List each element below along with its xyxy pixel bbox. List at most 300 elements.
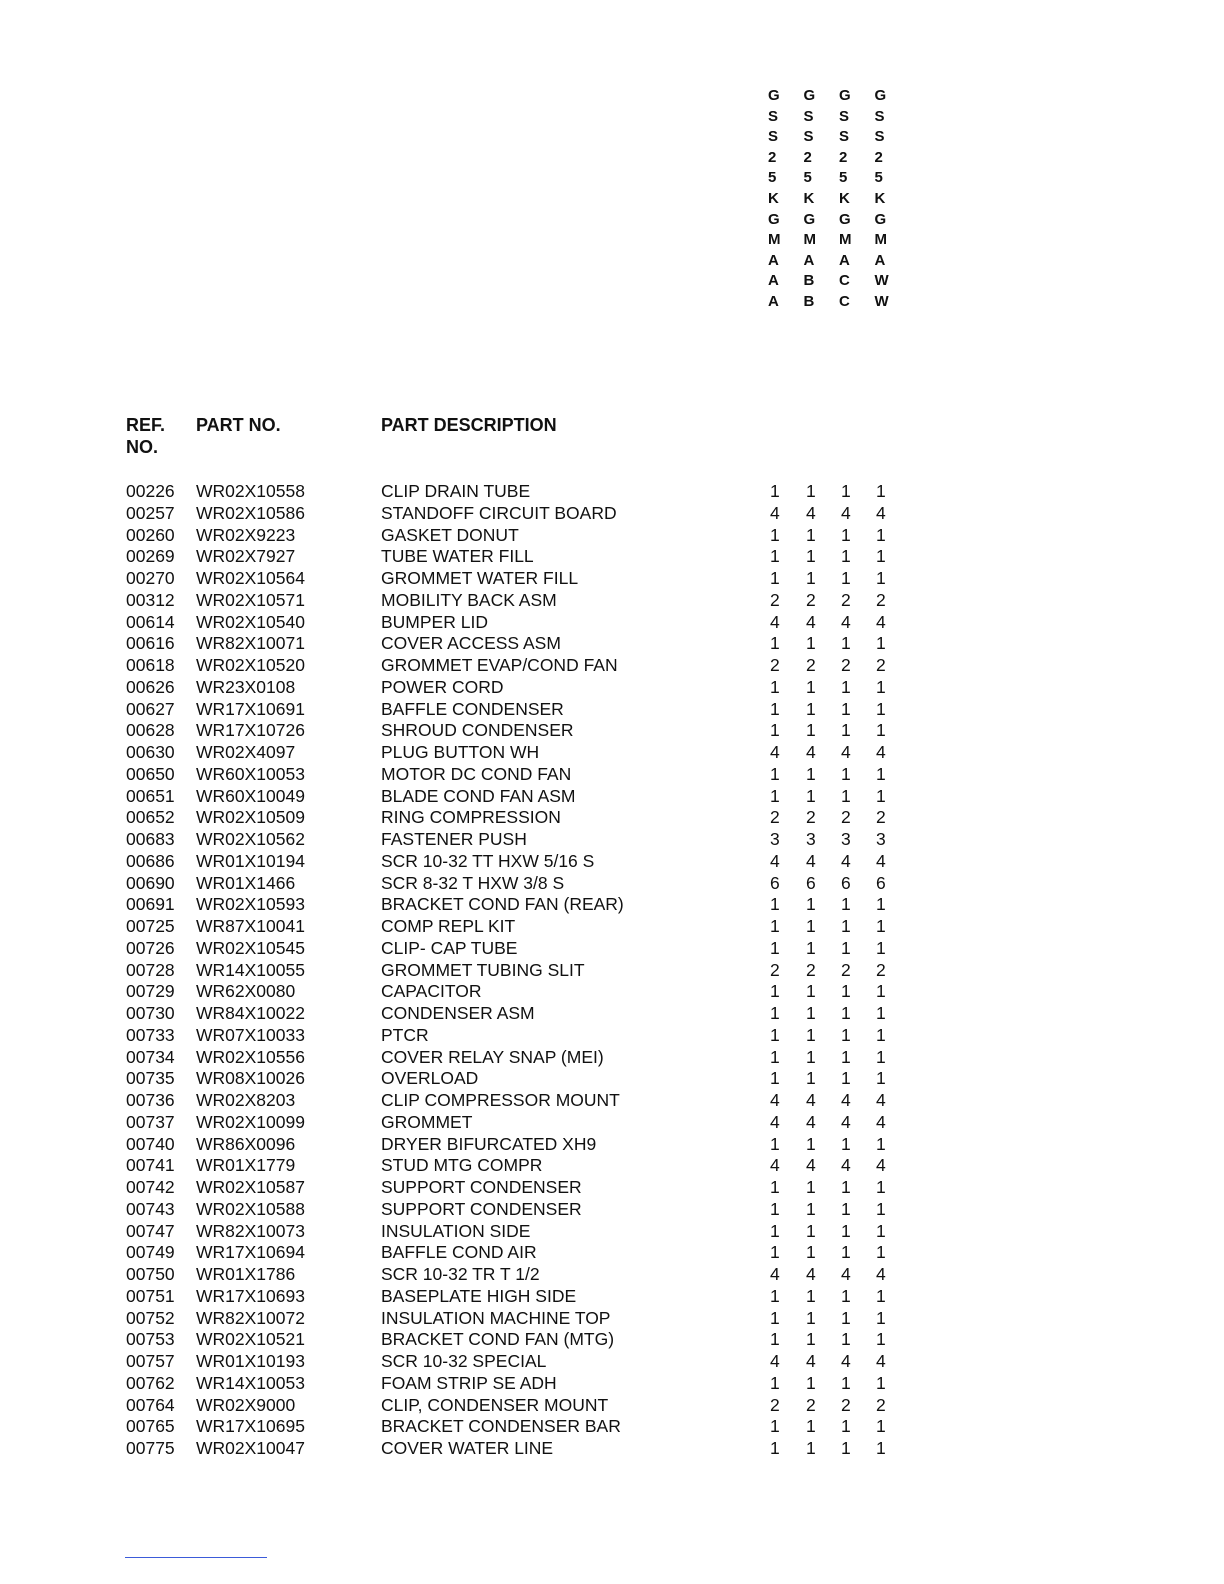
table-row	[0, 1112, 1224, 1134]
model-letter: 5	[874, 169, 883, 187]
quantity: 1	[841, 763, 851, 784]
quantity: 4	[806, 1351, 816, 1371]
part-no: WR02X4097	[196, 742, 296, 762]
quantity: 2	[841, 807, 851, 828]
model-column	[765, 86, 801, 313]
table-row	[0, 1438, 1224, 1460]
table-row	[0, 1025, 1224, 1047]
part-no: WR02X10509	[196, 807, 305, 828]
table-row	[0, 1199, 1224, 1221]
table-row	[0, 1351, 1224, 1373]
part-description: DRYER BIFURCATED XH9	[381, 1133, 597, 1154]
quantity: 1	[841, 568, 851, 588]
quantity: 1	[806, 1046, 816, 1067]
model-letter: 2	[874, 148, 883, 166]
table-row	[0, 1221, 1224, 1243]
part-description: COMP REPL KIT	[381, 916, 516, 936]
model-number-header	[765, 86, 907, 313]
quantity: 3	[770, 829, 780, 849]
model-letter: K	[768, 189, 779, 207]
quantity: 1	[841, 1285, 851, 1306]
quantity: 1	[876, 1220, 886, 1241]
part-description: SCR 10-32 TT HXW 5/16 S	[381, 850, 595, 871]
part-no: WR02X10558	[196, 481, 305, 501]
part-description: PTCR	[381, 1024, 429, 1045]
ref-no: 00269	[126, 546, 175, 567]
part-no: WR02X10545	[196, 937, 305, 958]
quantity: 1	[806, 524, 816, 545]
quantity: 1	[806, 1068, 816, 1089]
ref-no: 00728	[126, 959, 175, 980]
quantity: 1	[876, 1133, 886, 1154]
table-row	[0, 1308, 1224, 1330]
part-no: WR02X10556	[196, 1046, 305, 1067]
quantity: 1	[876, 676, 886, 697]
table-row	[0, 1416, 1224, 1438]
part-no: WR02X10588	[196, 1198, 305, 1219]
part-no: WR02X10520	[196, 655, 305, 675]
part-no: WR02X10587	[196, 1177, 305, 1197]
quantity: 1	[770, 1416, 780, 1437]
quantity: 1	[770, 698, 780, 719]
quantity: 4	[770, 742, 780, 762]
part-description: RING COMPRESSION	[381, 807, 561, 828]
part-description: BUMPER LID	[381, 611, 488, 632]
part-no: WR08X10026	[196, 1068, 305, 1089]
part-no: WR82X10073	[196, 1220, 305, 1241]
part-description: STANDOFF CIRCUIT BOARD	[381, 502, 617, 523]
quantity: 1	[876, 633, 886, 654]
table-row	[0, 568, 1224, 590]
quantity: 4	[876, 611, 886, 632]
quantity: 4	[806, 611, 816, 632]
quantity: 1	[876, 720, 886, 741]
quantity: 1	[770, 981, 780, 1002]
model-letter: K	[839, 189, 850, 207]
table-row	[0, 829, 1224, 851]
quantity: 1	[876, 785, 886, 806]
ref-header-line2: NO.	[126, 437, 159, 457]
part-no: WR84X10022	[196, 1003, 305, 1023]
model-letter: S	[803, 107, 814, 125]
quantity: 1	[770, 1198, 780, 1219]
ref-no: 00630	[126, 742, 175, 762]
part-no: WR01X1466	[196, 872, 296, 893]
model-letter: G	[839, 210, 851, 228]
ref-no: 00686	[126, 850, 175, 871]
part-no: WR02X10586	[196, 502, 305, 523]
quantity: 1	[770, 937, 780, 958]
ref-no: 00618	[126, 655, 175, 675]
model-letter: G	[803, 87, 816, 104]
quantity: 4	[770, 850, 780, 871]
table-row	[0, 720, 1224, 742]
quantity: 1	[876, 1329, 886, 1350]
table-row	[0, 960, 1224, 982]
part-description: GROMMET WATER FILL	[381, 568, 579, 588]
part-description: SUPPORT CONDENSER	[381, 1198, 582, 1219]
quantity: 6	[876, 872, 886, 893]
ref-no: 00735	[126, 1068, 175, 1089]
quantity: 2	[806, 807, 816, 828]
part-description: INSULATION MACHINE TOP	[381, 1307, 611, 1328]
quantity: 1	[876, 981, 886, 1002]
model-letter: K	[803, 189, 815, 207]
quantity: 1	[841, 1416, 851, 1437]
model-letter: A	[768, 272, 779, 290]
ref-no: 00741	[126, 1155, 175, 1176]
quantity: 1	[770, 1177, 780, 1197]
part-no: WR07X10033	[196, 1024, 305, 1045]
quantity: 1	[770, 1285, 780, 1306]
quantity: 1	[841, 1003, 851, 1023]
model-letter: S	[874, 107, 885, 125]
quantity: 4	[841, 502, 851, 523]
quantity: 4	[876, 1264, 886, 1284]
part-description: MOBILITY BACK ASM	[381, 589, 557, 610]
part-description: TUBE WATER FILL	[381, 546, 534, 567]
ref-no: 00626	[126, 676, 175, 697]
quantity: 6	[841, 872, 851, 893]
part-description: POWER CORD	[381, 676, 504, 697]
model-letter: W	[874, 272, 889, 290]
part-no: WR82X10072	[196, 1307, 305, 1328]
quantity: 1	[770, 1024, 780, 1045]
quantity: 1	[806, 1438, 816, 1458]
quantity: 1	[841, 894, 851, 915]
part-description: COVER ACCESS ASM	[381, 633, 561, 654]
quantity: 1	[806, 481, 816, 501]
table-row	[0, 1003, 1224, 1025]
part-description: CLIP, CONDENSER MOUNT	[381, 1394, 609, 1415]
part-no: WR87X10041	[196, 916, 305, 936]
ref-no: 00757	[126, 1351, 175, 1371]
part-no: WR02X10562	[196, 829, 305, 849]
quantity: 4	[806, 1264, 816, 1284]
part-description: BRACKET CONDENSER BAR	[381, 1416, 621, 1437]
ref-no: 00614	[126, 611, 175, 632]
ref-no: 00226	[126, 481, 175, 501]
quantity: 2	[841, 589, 851, 610]
quantity: 4	[806, 1090, 816, 1110]
quantity: 1	[770, 763, 780, 784]
quantity: 1	[841, 785, 851, 806]
model-letter: C	[839, 292, 850, 310]
part-no: WR14X10055	[196, 959, 305, 980]
quantity: 1	[806, 1242, 816, 1263]
quantity: 2	[806, 589, 816, 610]
quantity: 1	[806, 568, 816, 588]
quantity: 1	[841, 1307, 851, 1328]
part-description: BLADE COND FAN ASM	[381, 785, 576, 806]
quantity: 4	[770, 502, 780, 523]
quantity: 1	[806, 633, 816, 654]
quantity: 2	[876, 655, 886, 675]
quantity: 1	[876, 1198, 886, 1219]
table-row	[0, 1155, 1224, 1177]
quantity: 1	[806, 981, 816, 1002]
quantity: 1	[876, 1046, 886, 1067]
model-letter: 5	[768, 169, 777, 187]
quantity: 1	[876, 568, 886, 588]
quantity: 4	[876, 1090, 886, 1110]
part-no: WR02X10571	[196, 589, 305, 610]
quantity: 4	[841, 742, 851, 762]
quantity: 1	[841, 633, 851, 654]
quantity: 1	[806, 1133, 816, 1154]
ref-no: 00729	[126, 981, 175, 1002]
part-no: WR01X10193	[196, 1351, 305, 1371]
quantity: 1	[806, 1220, 816, 1241]
quantity: 4	[876, 742, 886, 762]
model-letter: M	[839, 231, 852, 249]
quantity: 4	[841, 1090, 851, 1110]
ref-no: 00257	[126, 502, 175, 523]
quantity: 4	[770, 1264, 780, 1284]
table-row	[0, 851, 1224, 873]
quantity: 1	[806, 894, 816, 915]
quantity: 1	[876, 763, 886, 784]
part-description: SUPPORT CONDENSER	[381, 1177, 582, 1197]
quantity: 2	[876, 959, 886, 980]
model-letter: G	[874, 210, 887, 228]
ref-no: 00734	[126, 1046, 175, 1067]
model-letter: M	[803, 231, 816, 249]
quantity: 4	[876, 850, 886, 871]
part-no-header: PART NO.	[196, 415, 281, 435]
quantity: 4	[770, 1155, 780, 1176]
ref-header-line1: REF.	[126, 415, 166, 435]
part-no: WR02X10540	[196, 611, 305, 632]
quantity: 1	[806, 1372, 816, 1393]
model-column	[872, 86, 908, 313]
quantity: 1	[876, 546, 886, 567]
model-letter: M	[768, 231, 781, 249]
ref-no: 00753	[126, 1329, 175, 1350]
quantity: 1	[806, 1285, 816, 1306]
table-row	[0, 1090, 1224, 1112]
quantity: 4	[876, 1351, 886, 1371]
model-letter: C	[839, 272, 850, 290]
ref-no: 00652	[126, 807, 175, 828]
quantity: 1	[876, 916, 886, 936]
quantity: 4	[841, 1155, 851, 1176]
ref-no: 00312	[126, 589, 175, 610]
table-row	[0, 786, 1224, 808]
ref-no: 00751	[126, 1285, 175, 1306]
part-description: CLIP COMPRESSOR MOUNT	[381, 1090, 620, 1110]
model-letter: S	[874, 128, 885, 146]
quantity: 2	[770, 959, 780, 980]
ref-no: 00260	[126, 524, 175, 545]
quantity: 1	[770, 1307, 780, 1328]
quantity: 6	[806, 872, 816, 893]
quantity: 1	[806, 1307, 816, 1328]
part-no: WR01X1786	[196, 1264, 296, 1284]
quantity: 1	[841, 1198, 851, 1219]
quantity: 4	[806, 1111, 816, 1132]
part-description: SCR 10-32 SPECIAL	[381, 1351, 547, 1371]
quantity: 1	[876, 1024, 886, 1045]
quantity: 1	[806, 720, 816, 741]
model-letter: B	[803, 272, 815, 290]
quantity: 1	[841, 981, 851, 1002]
ref-no: 00775	[126, 1438, 175, 1458]
table-row	[0, 764, 1224, 786]
part-description: FASTENER PUSH	[381, 829, 527, 849]
quantity: 4	[770, 1351, 780, 1371]
ref-no: 00725	[126, 916, 175, 936]
quantity: 1	[841, 1133, 851, 1154]
quantity: 1	[770, 916, 780, 936]
part-description: GROMMET EVAP/COND FAN	[381, 655, 618, 675]
quantity: 3	[876, 829, 886, 849]
table-row	[0, 546, 1224, 568]
ref-no: 00690	[126, 872, 175, 893]
quantity: 1	[770, 1068, 780, 1089]
ref-no: 00730	[126, 1003, 175, 1023]
quantity: 1	[770, 1242, 780, 1263]
model-letter: S	[839, 128, 850, 146]
part-no: WR02X10521	[196, 1329, 305, 1350]
ref-no: 00726	[126, 937, 175, 958]
table-row	[0, 916, 1224, 938]
part-description: CONDENSER ASM	[381, 1003, 535, 1023]
quantity: 2	[806, 655, 816, 675]
quantity: 2	[806, 1394, 816, 1415]
quantity: 1	[770, 1438, 780, 1458]
ref-no: 00740	[126, 1133, 175, 1154]
quantity: 1	[841, 1329, 851, 1350]
part-no: WR01X10194	[196, 850, 305, 871]
quantity: 1	[806, 676, 816, 697]
table-row	[0, 590, 1224, 612]
part-no: WR02X8203	[196, 1090, 296, 1110]
quantity: 2	[770, 589, 780, 610]
quantity: 1	[841, 1220, 851, 1241]
quantity: 1	[770, 1046, 780, 1067]
ref-no: 00627	[126, 698, 175, 719]
quantity: 1	[876, 1416, 886, 1437]
ref-no: 00733	[126, 1024, 175, 1045]
table-row	[0, 1047, 1224, 1069]
model-letter: 2	[768, 148, 777, 166]
quantity: 2	[841, 655, 851, 675]
quantity: 1	[841, 546, 851, 567]
quantity: 1	[770, 1003, 780, 1023]
part-no: WR02X10593	[196, 894, 305, 915]
quantity: 1	[876, 894, 886, 915]
part-description: CAPACITOR	[381, 981, 482, 1002]
ref-no: 00765	[126, 1416, 175, 1437]
table-row	[0, 938, 1224, 960]
quantity: 1	[841, 676, 851, 697]
part-no: WR02X9000	[196, 1394, 296, 1415]
ref-no: 00750	[126, 1264, 175, 1284]
part-no: WR02X10564	[196, 568, 305, 588]
model-letter: S	[803, 128, 814, 146]
table-row	[0, 655, 1224, 677]
quantity: 1	[806, 763, 816, 784]
quantity: 1	[876, 937, 886, 958]
quantity: 1	[841, 1024, 851, 1045]
quantity: 4	[806, 1155, 816, 1176]
footer-rule	[125, 1557, 267, 1558]
quantity: 1	[806, 937, 816, 958]
part-no: WR82X10071	[196, 633, 305, 654]
part-no: WR23X0108	[196, 676, 296, 697]
part-description: CLIP DRAIN TUBE	[381, 481, 531, 501]
part-no: WR17X10726	[196, 720, 305, 741]
quantity: 1	[841, 698, 851, 719]
quantity: 1	[876, 1438, 886, 1458]
quantity: 1	[770, 1133, 780, 1154]
quantity: 1	[806, 1024, 816, 1045]
quantity: 1	[806, 546, 816, 567]
quantity: 2	[841, 959, 851, 980]
part-no: WR02X7927	[196, 546, 296, 567]
table-row	[0, 525, 1224, 547]
quantity: 1	[806, 698, 816, 719]
quantity: 1	[876, 481, 886, 501]
model-letter: S	[768, 107, 779, 125]
quantity: 4	[841, 1111, 851, 1132]
ref-no: 00742	[126, 1177, 175, 1197]
model-letter: A	[768, 251, 779, 269]
quantity: 1	[806, 1416, 816, 1437]
quantity: 1	[806, 1003, 816, 1023]
model-letter: 2	[839, 148, 848, 166]
table-row	[0, 1264, 1224, 1286]
quantity: 3	[806, 829, 816, 849]
ref-no: 00270	[126, 568, 175, 588]
quantity: 2	[770, 655, 780, 675]
quantity: 4	[841, 611, 851, 632]
part-description: COVER WATER LINE	[381, 1438, 554, 1458]
part-description: MOTOR DC COND FAN	[381, 763, 572, 784]
quantity: 4	[806, 742, 816, 762]
part-no: WR02X10047	[196, 1438, 305, 1458]
ref-no: 00616	[126, 633, 175, 654]
part-no: WR86X0096	[196, 1133, 296, 1154]
part-no: WR17X10695	[196, 1416, 305, 1437]
model-letter: A	[803, 251, 815, 269]
ref-no: 00749	[126, 1242, 175, 1263]
quantity: 1	[841, 916, 851, 936]
model-column	[801, 86, 837, 313]
model-letter: S	[839, 107, 850, 125]
model-letter: B	[803, 292, 815, 310]
quantity: 1	[876, 1372, 886, 1393]
part-description: OVERLOAD	[381, 1068, 479, 1089]
quantity: 1	[770, 633, 780, 654]
part-description-header: PART DESCRIPTION	[381, 415, 557, 435]
quantity: 4	[876, 1111, 886, 1132]
quantity: 2	[770, 1394, 780, 1415]
table-row	[0, 633, 1224, 655]
quantity: 1	[841, 1068, 851, 1089]
quantity: 1	[876, 1177, 886, 1197]
parts-table	[0, 481, 1224, 1460]
part-description: BRACKET COND FAN (REAR)	[381, 894, 624, 915]
quantity: 1	[770, 568, 780, 588]
quantity: 1	[841, 524, 851, 545]
quantity: 1	[806, 1198, 816, 1219]
table-row	[0, 1373, 1224, 1395]
model-letter: G	[839, 87, 851, 104]
table-row	[0, 1286, 1224, 1308]
model-column	[836, 86, 872, 313]
